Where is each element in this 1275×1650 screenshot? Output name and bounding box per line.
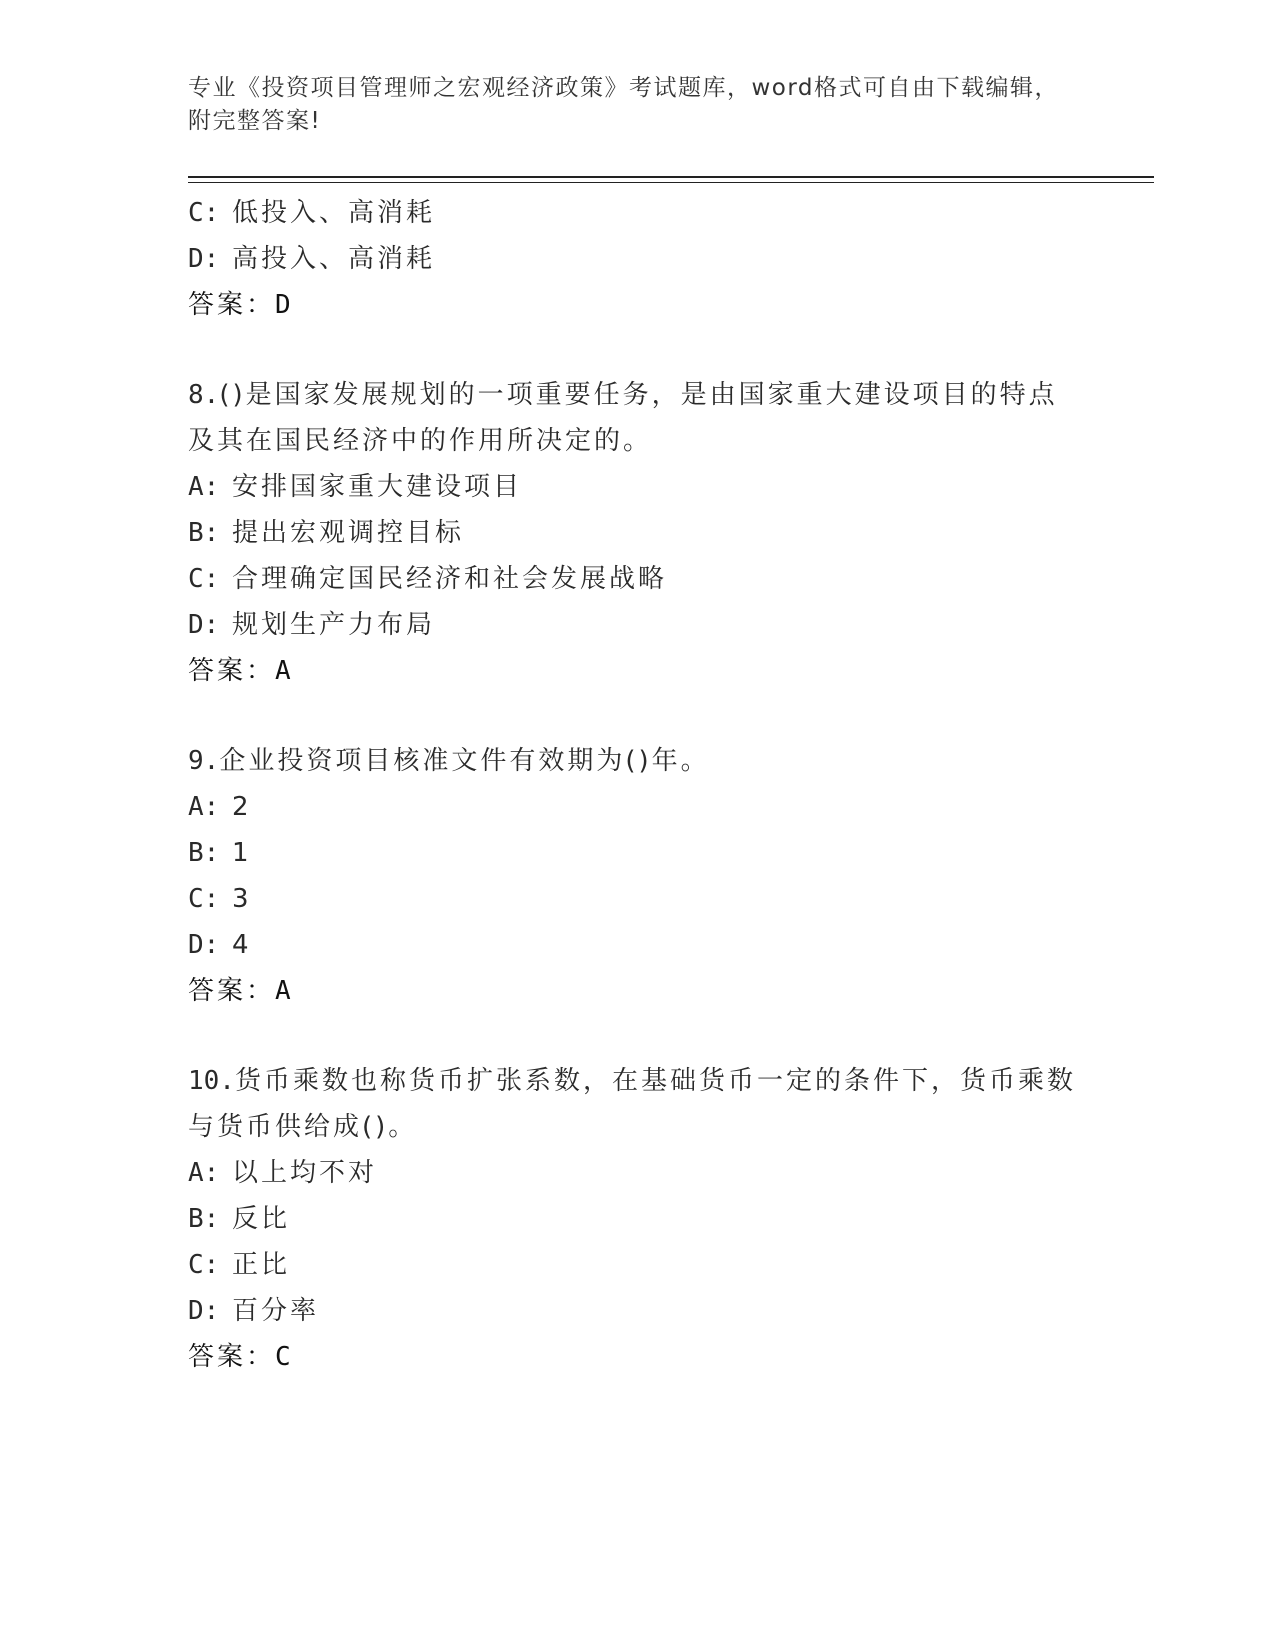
option-row: [188, 556, 1148, 602]
page-header: [188, 72, 1088, 138]
option-row: [188, 1288, 1148, 1334]
question-list: [188, 190, 1148, 1380]
option-text: 1: [232, 838, 252, 868]
option-text: 低投入、高消耗: [232, 198, 436, 228]
question-stem: [188, 372, 1148, 418]
option-row: [188, 876, 1148, 922]
option-letter: A:: [188, 472, 220, 502]
option-letter: D:: [188, 610, 220, 640]
spacer: [188, 694, 1148, 738]
header-divider-thick: [188, 176, 1154, 178]
answer-row: [188, 648, 1148, 694]
question-text-line: 货币乘数也称货币扩张系数，在基础货币一定的条件下，货币乘数: [234, 1066, 1076, 1096]
question-stem-continued: [188, 1104, 1148, 1150]
spacer: [188, 328, 1148, 372]
answer-label: 答案：: [188, 656, 276, 686]
option-text: 提出宏观调控目标: [232, 518, 465, 548]
option-letter: A:: [188, 792, 220, 822]
option-row: [188, 510, 1148, 556]
option-letter: B:: [188, 1204, 220, 1234]
question-text-line: ()是国家发展规划的一项重要任务，是由国家重大建设项目的特点: [219, 380, 1058, 410]
spacer: [188, 1014, 1148, 1058]
option-letter: B:: [188, 518, 220, 548]
option-row: [188, 190, 1148, 236]
answer-value: A: [275, 976, 291, 1006]
option-row: [188, 830, 1148, 876]
option-letter: C:: [188, 1250, 220, 1280]
option-text: 正比: [232, 1250, 291, 1280]
question-stem-continued: [188, 418, 1148, 464]
question-text-line: 及其在国民经济中的作用所决定的。: [188, 426, 653, 456]
option-row: [188, 236, 1148, 282]
option-row: [188, 1196, 1148, 1242]
question-text-line: 与货币供给成()。: [188, 1112, 418, 1142]
option-text: 百分率: [232, 1296, 320, 1326]
option-letter: D:: [188, 244, 220, 274]
answer-label: 答案：: [188, 1342, 276, 1372]
option-letter: C:: [188, 884, 220, 914]
option-letter: C:: [188, 198, 220, 228]
header-line-2: 附完整答案!: [188, 108, 322, 134]
question-number: 8.: [188, 380, 220, 410]
option-text: 4: [232, 930, 252, 960]
option-text: 高投入、高消耗: [232, 244, 436, 274]
answer-value: C: [275, 1342, 291, 1372]
answer-value: D: [275, 290, 291, 320]
header-divider-thin: [188, 182, 1154, 183]
option-text: 安排国家重大建设项目: [232, 472, 523, 502]
question-number: 10.: [188, 1066, 235, 1096]
question-stem: [188, 738, 1148, 784]
answer-label: 答案：: [188, 976, 276, 1006]
question-stem: [188, 1058, 1148, 1104]
question-text-line: 企业投资项目核准文件有效期为()年。: [219, 746, 710, 776]
option-row: [188, 464, 1148, 510]
option-letter: D:: [188, 930, 220, 960]
option-letter: D:: [188, 1296, 220, 1326]
option-row: [188, 602, 1148, 648]
answer-value: A: [275, 656, 291, 686]
option-row: [188, 784, 1148, 830]
option-row: [188, 1242, 1148, 1288]
question-number: 9.: [188, 746, 220, 776]
option-text: 2: [232, 792, 252, 822]
answer-row: [188, 968, 1148, 1014]
option-text: 3: [232, 884, 252, 914]
header-line-1: 专业《投资项目管理师之宏观经济政策》考试题库，word格式可自由下载编辑，: [188, 75, 1060, 101]
option-text: 合理确定国民经济和社会发展战略: [232, 564, 668, 594]
option-letter: C:: [188, 564, 220, 594]
option-text: 以上均不对: [232, 1158, 378, 1188]
answer-label: 答案：: [188, 290, 276, 320]
answer-row: [188, 1334, 1148, 1380]
option-letter: B:: [188, 838, 220, 868]
option-letter: A:: [188, 1158, 220, 1188]
option-text: 反比: [232, 1204, 291, 1234]
option-row: [188, 922, 1148, 968]
option-row: [188, 1150, 1148, 1196]
answer-row: [188, 282, 1148, 328]
option-text: 规划生产力布局: [232, 610, 436, 640]
